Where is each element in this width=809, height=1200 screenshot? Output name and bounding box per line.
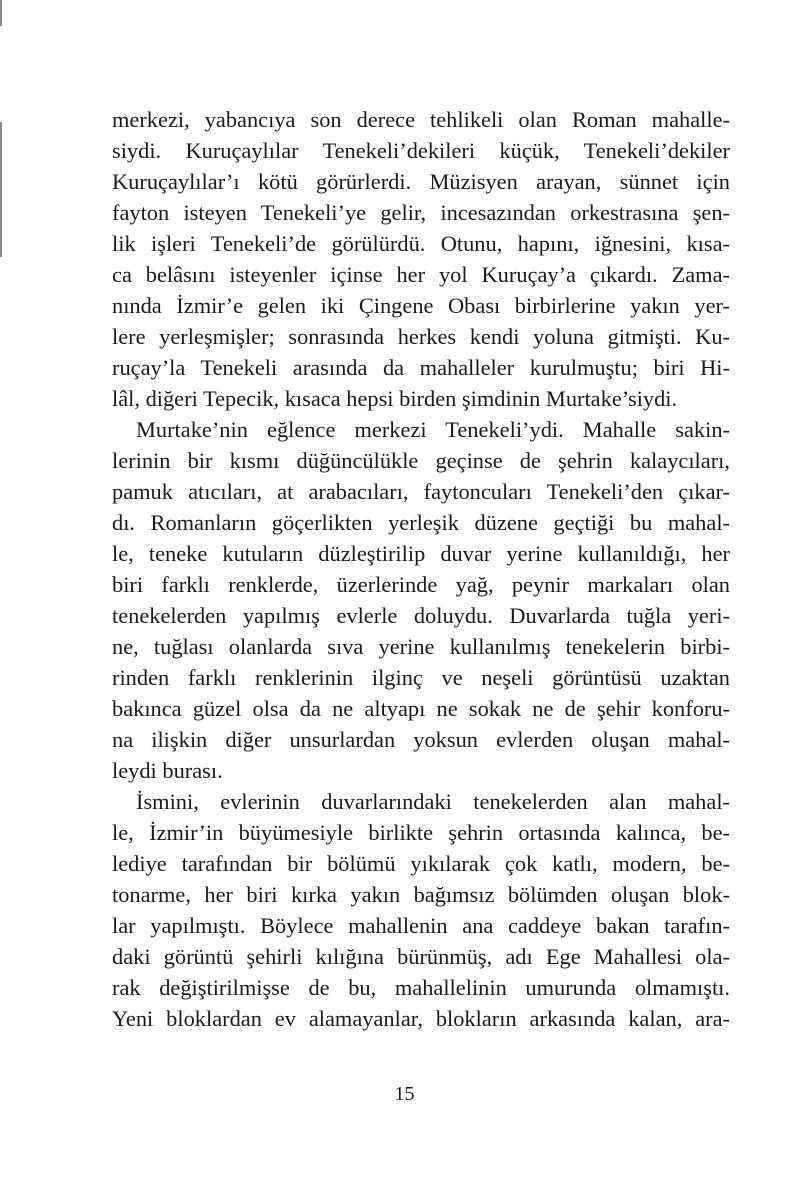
text-line: lâl, diğeri Tepecik, kısaca hepsi birden şimdinin Murtake’siydi.: [112, 386, 678, 411]
text-line: daki görüntü şehirli kılığına bürünmüş, adı Ege Mahallesi ola-: [112, 944, 730, 969]
text-line: rinden farklı renklerinin ilginç ve neşeli görüntüsü uzaktan: [112, 665, 730, 690]
text-line: pamuk atıcıları, at arabacıları, faytoncuları Tenekeli’den çıkar-: [112, 479, 730, 504]
paragraph-2: [112, 414, 730, 786]
text-line: lerinin bir kısmı düğüncülükle geçinse de şehrin kalaycıları,: [112, 448, 730, 473]
text-line: İsmini, evlerinin duvarlarındaki tenekelerden alan mahal-: [136, 789, 730, 814]
text-line: leydi burası.: [112, 758, 223, 783]
text-line: bakınca güzel olsa da ne altyapı ne sokak ne de şehir konforu-: [112, 696, 730, 721]
text-line: lar yapılmıştı. Böylece mahallenin ana caddeye bakan tarafın-: [112, 913, 730, 938]
text-line: biri farklı renklerde, üzerlerinde yağ, peynir markaları olan: [112, 572, 730, 597]
text-line: dı. Romanların göçerlikten yerleşik düzene geçtiği bu mahal-: [112, 510, 730, 535]
text-line: Kuruçaylılar’ı kötü görürlerdi. Müzisyen arayan, sünnet için: [112, 169, 730, 194]
text-line: merkezi, yabancıya son derece tehlikeli olan Roman mahalle-: [112, 107, 730, 132]
scan-edge-mark: [0, 0, 2, 26]
text-line: Yeni bloklardan ev alamayanlar, blokların arkasında kalan, ara-: [112, 1006, 730, 1031]
text-line: tonarme, her biri kırka yakın bağımsız bölümden oluşan blok-: [112, 882, 730, 907]
text-line: le, teneke kutuların düzleştirilip duvar yerine kullanıldığı, her: [112, 541, 730, 566]
text-line: lere yerleşmişler; sonrasında herkes kendi yoluna gitmişti. Ku-: [112, 324, 730, 349]
text-line: Murtake’nin eğlence merkezi Tenekeli’ydi. Mahalle sakin-: [136, 417, 730, 442]
text-line: nında İzmir’e gelen iki Çingene Obası birbirlerine yakın yer-: [112, 293, 730, 318]
paragraph-1: [112, 104, 730, 414]
text-line: rak değiştirilmişse de bu, mahallelinin umurunda olmamıştı.: [112, 975, 730, 1000]
text-line: lediye tarafından bir bölümü yıkılarak çok katlı, modern, be-: [112, 851, 730, 876]
page-number: 15: [394, 1083, 415, 1105]
text-line: na ilişkin diğer unsurlardan yoksun evlerden oluşan mahal-: [112, 727, 730, 752]
text-line: fayton isteyen Tenekeli’ye gelir, incesazından orkestrasına şen-: [112, 200, 730, 225]
text-line: ca belâsını isteyenler içinse her yol Kuruçay’a çıkardı. Zama-: [112, 262, 730, 287]
paragraph-3: [112, 786, 730, 1034]
text-line: ruçay’la Tenekeli arasında da mahalleler kurulmuştu; biri Hi-: [112, 355, 730, 380]
text-line: siydi. Kuruçaylılar Tenekeli’dekileri küçük, Tenekeli’dekiler: [112, 138, 730, 163]
text-line: lik işleri Tenekeli’de görülürdü. Otunu, hapını, iğnesini, kısa-: [112, 231, 730, 256]
text-line: le, İzmir’in büyümesiyle birlikte şehrin ortasında kalınca, be-: [112, 820, 730, 845]
scan-edge-mark: [0, 122, 2, 257]
text-line: tenekelerden yapılmış evlerle doluydu. Duvarlarda tuğla yeri-: [112, 603, 730, 628]
body-text: [112, 104, 730, 1034]
text-line: ne, tuğlası olanlarda sıva yerine kullanılmış tenekelerin birbi-: [112, 634, 730, 659]
